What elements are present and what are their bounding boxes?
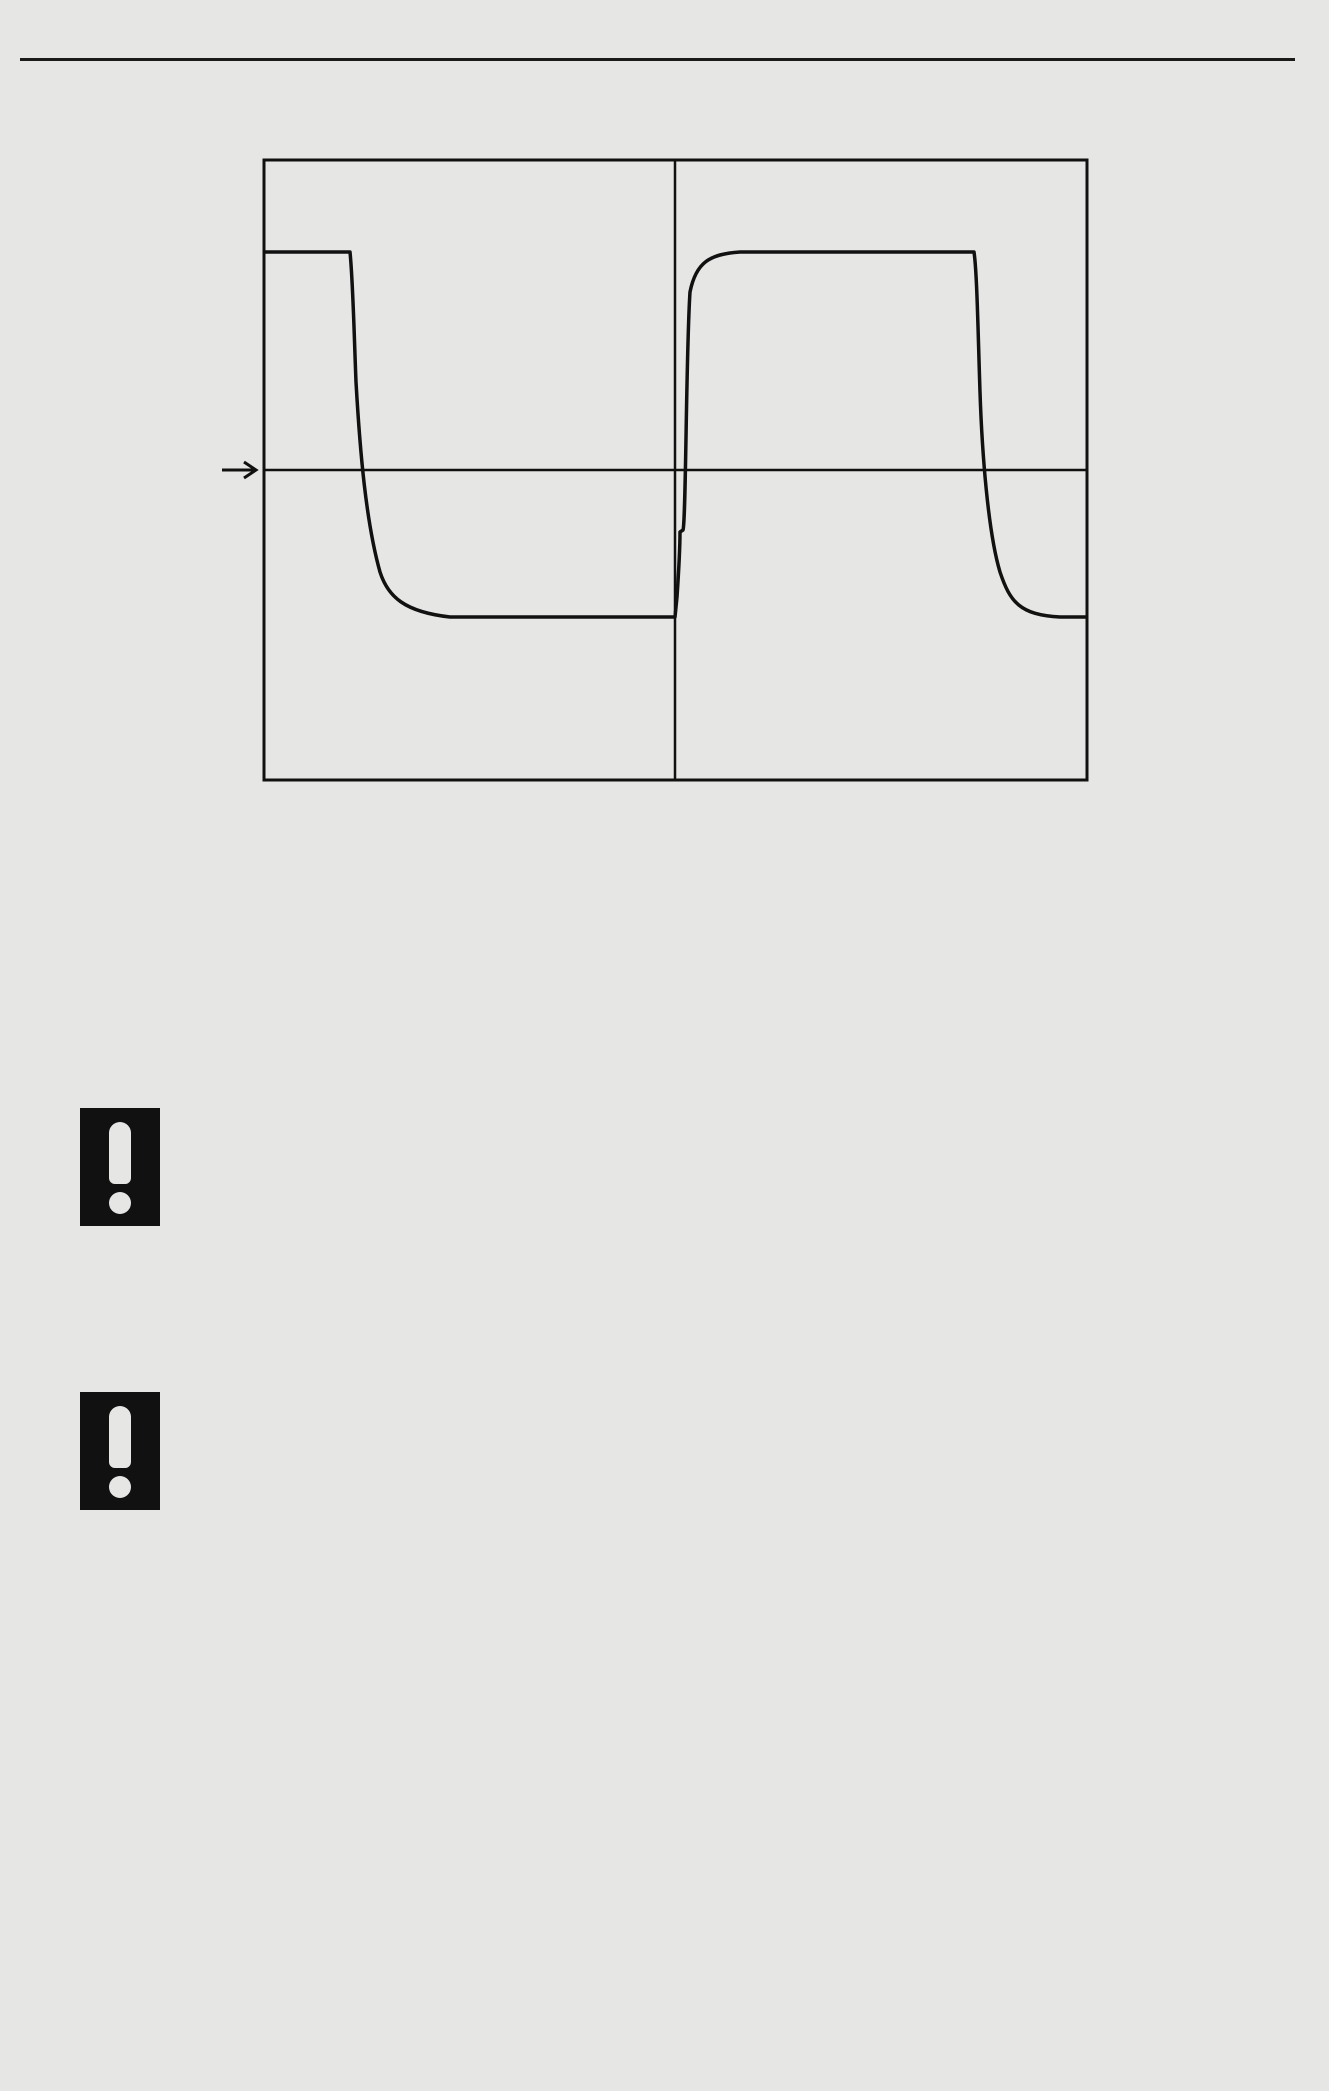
- oscillogram-figure: [220, 152, 1100, 797]
- exclamation-icon: [80, 1108, 160, 1226]
- channel-marker-arrow: [222, 462, 256, 478]
- exclamation-icon: [80, 1392, 160, 1510]
- page-header: [20, 14, 1295, 61]
